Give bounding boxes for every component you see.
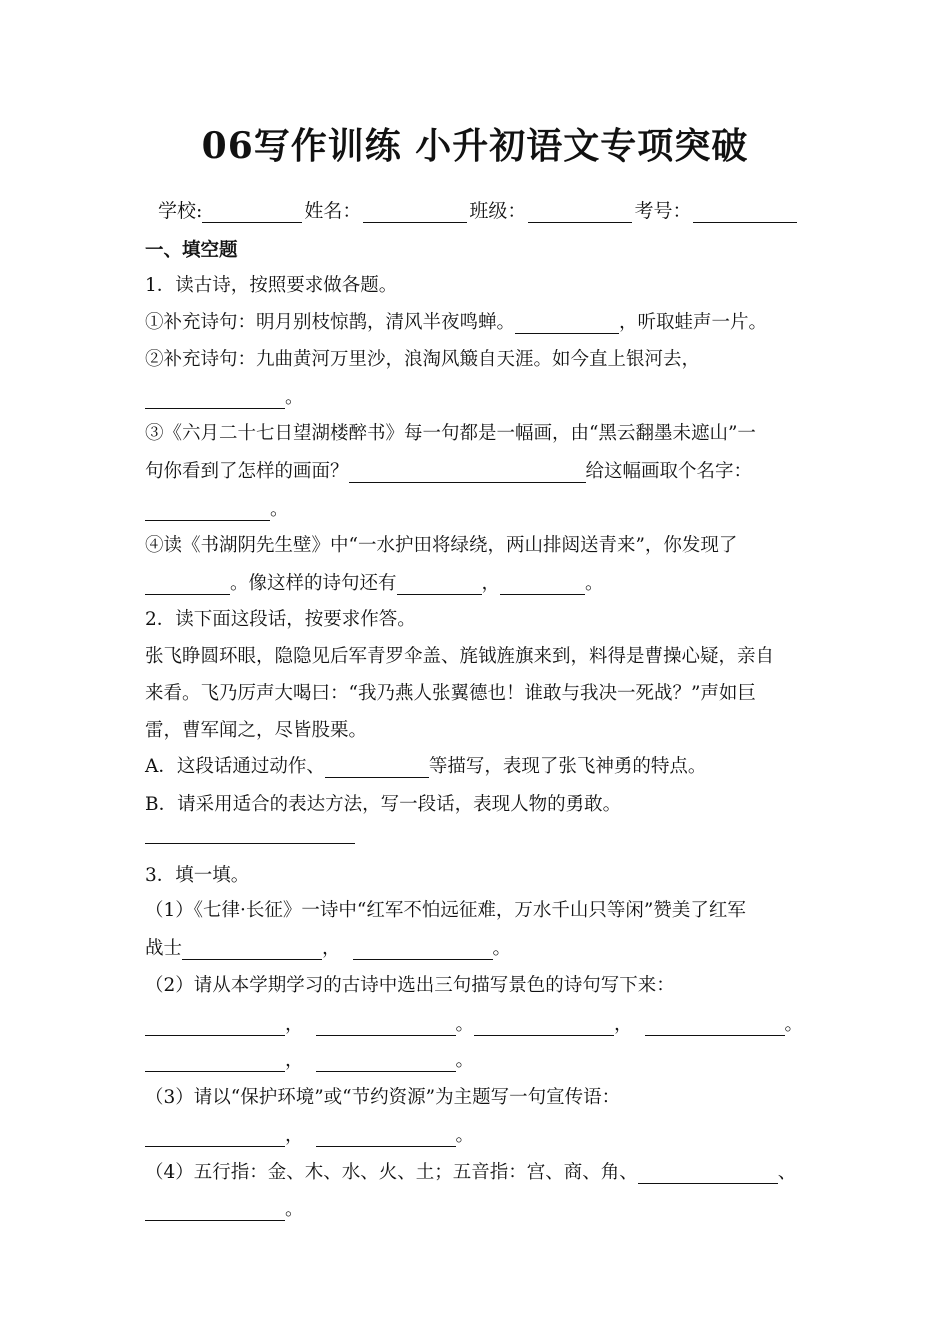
q1-part2: ②补充诗句：九曲黄河万里沙，浪淘风簸自天涯。如今直上银河去， [145,349,701,370]
q2-part-a-text-end: 等描写，表现了张飞神勇的特点。 [428,756,707,777]
q3-sub4-text: （4）五行指：金、木、水、火、土；五音指：宫、商、角、 [145,1162,638,1183]
class-label: 班级： [469,200,527,222]
q3-sub1-line2 [145,934,511,960]
q3-sub3-blank-2[interactable] [316,1126,456,1147]
q1-part4: ④读《书湖阴先生壁》中“一水护田将绿绕，两山排闼送青来”，你发现了 [145,535,738,556]
q3-sub3-comma: ， [285,1125,304,1146]
q3-sub2-blank-2[interactable] [316,1015,456,1036]
student-info-row [158,196,799,223]
q2-passage-line1: 张飞睁圆环眼，隐隐见后军青罗伞盖、旄钺旌旗来到，料得是曹操心疑，亲自 [145,646,775,667]
q1-part1-text: ①补充诗句：明月别枝惊鹊，清风半夜鸣蝉。 [145,312,516,333]
q2-part-b-blank[interactable] [145,823,355,844]
q1-part1-text-end: ，听取蛙声一片。 [619,312,768,333]
q3-sub4-separator: 、 [777,1162,797,1183]
q3-sub2-comma-1: ， [285,1014,304,1035]
q1-part3-blank-name[interactable] [145,500,270,521]
q1-part3-blank-scene[interactable] [349,462,586,483]
q3-sub3-period: 。 [455,1125,475,1146]
q3-sub3: （3）请以“保护环境”或“节约资源”为主题写一句宣传语： [145,1087,621,1108]
q3-sub4 [145,1158,796,1184]
page-title: 06写作训练 小升初语文专项突破 [201,125,749,167]
q3-sub2-period-1: 。 [455,1014,475,1035]
q3-sub4-period: 。 [285,1199,304,1220]
q3-sub2: （2）请从本学期学习的古诗中选出三句描写景色的诗句写下来： [145,975,675,996]
q1-part4-blank-3[interactable] [500,574,585,595]
q1-part2-blank[interactable] [145,388,285,409]
q2-passage-line2: 来看。飞乃厉声大喝曰：“我乃燕人张翼德也！谁敢与我决一死战？”声如巨 [145,683,756,704]
q3-stem: 3．填一填。 [145,865,250,886]
name-field[interactable] [363,202,467,223]
q2-part-a-blank[interactable] [325,757,429,778]
q3-sub1: （1）《七律·长征》一诗中“红军不怕远征难，万水千山只等闲”赞美了红军 [145,900,746,921]
section-heading: 一、填空题 [145,240,238,261]
q1-part3-period: 。 [270,499,289,520]
q3-sub2-blank-5[interactable] [145,1051,285,1072]
q2-part-a-text: A．这段话通过动作、 [145,756,325,777]
q3-sub2-blank-1[interactable] [145,1015,285,1036]
q3-sub2-period-3: 。 [455,1050,475,1071]
q3-sub2-blank-3[interactable] [474,1015,614,1036]
q2-stem: 2．读下面这段话，按要求作答。 [145,609,416,630]
q3-sub2-blank-6[interactable] [316,1051,456,1072]
school-field[interactable] [202,202,302,223]
q3-sub1-text: 战士 [145,938,183,959]
q3-sub1-comma: ， [322,938,341,959]
q1-part2-answer [145,383,304,409]
q1-part4-line2 [145,569,604,595]
exam-number-field[interactable] [693,202,797,223]
q3-sub2-answers-2 [145,1046,474,1072]
q1-part1 [145,308,767,334]
q3-sub2-answers-1 [145,1010,803,1036]
q3-sub2-comma-3: ， [285,1050,304,1071]
q1-stem: 1．读古诗，按照要求做各题。 [145,275,398,296]
q3-sub1-blank-1[interactable] [182,939,322,960]
q3-sub2-comma-2: ， [614,1014,633,1035]
name-label: 姓名： [304,200,362,222]
school-label: 学校: [158,200,203,222]
q3-sub3-blank-1[interactable] [145,1126,285,1147]
q3-sub4-blank-1[interactable] [638,1163,778,1184]
q1-part3-line3 [145,495,289,521]
q2-passage-line3: 雷，曹军闻之，尽皆股栗。 [145,720,368,741]
q3-sub4-blank-2[interactable] [145,1200,285,1221]
q1-part4-text: 。像这样的诗句还有 [230,573,397,594]
q1-part4-blank-2[interactable] [397,574,482,595]
q1-part3-text-2: 给这幅画取个名字： [585,461,753,482]
q1-part3-text: 句你看到了怎样的画面？ [145,461,349,482]
q2-part-b-answer [145,823,355,844]
q2-part-a [145,752,706,778]
q3-sub2-blank-4[interactable] [645,1015,785,1036]
q1-part3-line2 [145,457,752,483]
q1-part1-blank[interactable] [515,313,619,334]
q3-sub4-line2 [145,1195,304,1221]
q1-part4-period: 。 [585,573,604,594]
q1-part4-blank-1[interactable] [145,574,230,595]
q3-sub1-blank-2[interactable] [353,939,493,960]
exam-number-label: 考号： [634,200,692,222]
q3-sub2-period-2: 。 [784,1014,804,1035]
q1-part2-period: 。 [285,387,304,408]
q3-sub1-period: 。 [492,938,512,959]
class-field[interactable] [528,202,632,223]
q1-part4-comma: ， [481,573,501,594]
q2-part-b: B．请采用适合的表达方法，写一段话，表现人物的勇敢。 [145,794,622,815]
q1-part3: ③《六月二十七日望湖楼醉书》每一句都是一幅画，由“黑云翻墨未遮山”一 [145,423,756,444]
q3-sub3-answers [145,1121,474,1147]
